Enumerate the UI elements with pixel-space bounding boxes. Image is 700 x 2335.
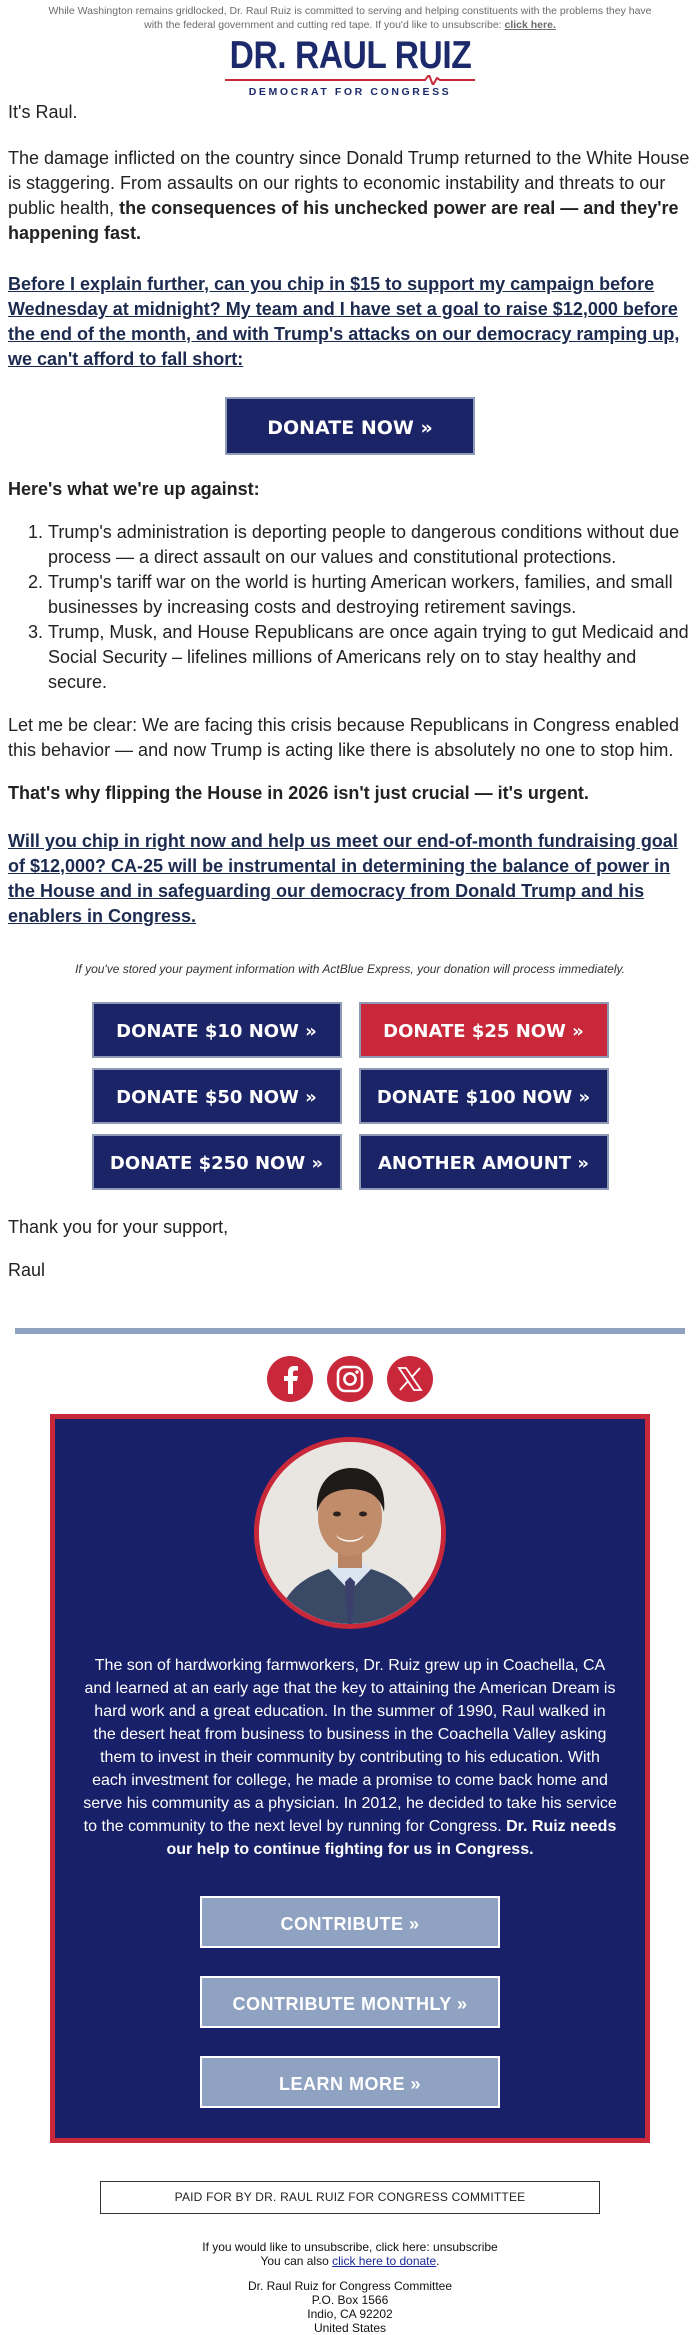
donate-10-button[interactable]: DONATE $10 NOW »	[92, 1002, 342, 1058]
intro-text: The damage inflicted on the country since Donald Trump returned to the White House is staggering. From assaults on our rights to economic instability and threats to our public health,	[8, 148, 690, 218]
another-amount-button[interactable]: ANOTHER AMOUNT »	[359, 1134, 609, 1190]
donate-line-prefix: You can also	[260, 2254, 333, 2268]
bio-text: The son of hardworking farmworkers, Dr. Ruiz grew up in Coachella, CA and learned at an early age that the key to attaining the American Dream is hard work and a great education. In the summer of 1990, Raul walked in the desert heat from business to business in the Coachella Valley asking them to invest in their community by contributing to his education. With each investment for college, he made a promise to come back home and serve his community as a physician. In 2012, he decided to take his service to the community to the next level by running for Congress.	[83, 1657, 617, 1835]
crisis-paragraph: Let me be clear: We are facing this crisis because Republicans in Congress enabled this behavior — and now Trump is acting like there is absolutely no one to stop him.	[8, 715, 680, 760]
divider	[15, 1328, 685, 1334]
greeting: It's Raul.	[8, 102, 78, 122]
up-against-heading: Here's what we're up against:	[8, 479, 260, 499]
facebook-icon[interactable]	[267, 1356, 313, 1402]
actblue-note: If you've stored your payment information with ActBlue Express, your donation will process immediately.	[75, 962, 625, 976]
address-line: Indio, CA 92202	[307, 2307, 393, 2321]
bio-paragraph	[83, 1654, 617, 1861]
donate-250-button[interactable]: DONATE $250 NOW »	[92, 1134, 342, 1190]
donate-25-button[interactable]: DONATE $25 NOW »	[359, 1002, 609, 1058]
contribute-monthly-button[interactable]: CONTRIBUTE MONTHLY »	[200, 1976, 500, 2028]
donate-line-suffix: .	[436, 2254, 440, 2268]
donate-now-button[interactable]: DONATE NOW »	[225, 397, 475, 455]
donate-50-button[interactable]: DONATE $50 NOW »	[92, 1068, 342, 1124]
preheader-unsubscribe-link[interactable]: click here.	[504, 19, 556, 31]
intro-paragraph	[8, 146, 692, 246]
flip-house-paragraph: That's why flipping the House in 2026 isn't just crucial — it's urgent.	[8, 783, 589, 803]
preheader-text: While Washington remains gridlocked, Dr. Raul Ruiz is committed to serving and helping constituents with the problems they have with the federal government and cutting red tape. If you'd like to unsubscribe:	[48, 5, 652, 31]
mailing-address	[0, 2279, 700, 2335]
contribute-button[interactable]: CONTRIBUTE »	[200, 1896, 500, 1948]
candidate-photo	[254, 1437, 446, 1629]
logo-tagline: DEMOCRAT FOR CONGRESS	[248, 86, 452, 98]
footer	[0, 2240, 700, 2268]
unsubscribe-text[interactable]: If you would like to unsubscribe, click here: unsubscribe	[202, 2240, 498, 2254]
thanks-text: Thank you for your support,	[8, 1217, 229, 1237]
email-body	[0, 100, 700, 1283]
list-item: 1. Trump's administration is deporting people to dangerous conditions without due process — a direct assault on our values and constitutional protections.	[48, 520, 692, 570]
campaign-logo	[0, 34, 700, 100]
fundraising-goal-link[interactable]: Will you chip in right now and help us meet our end-of-month fundraising goal of $12,000? CA-25 will be instrumental in determining the balance of power in the House and in safeguarding our democracy from Donald Trump and his enablers in Congress.	[8, 831, 678, 926]
donation-ask-link[interactable]: Before I explain further, can you chip in $15 to support my campaign before Wednesday at midnight? My team and I have set a goal to raise $12,000 before the end of the month, and with Trump's attacks on our democracy ramping up, we can't afford to fall short:	[8, 274, 680, 369]
address-line: P.O. Box 1566	[311, 2293, 389, 2307]
donate-line	[0, 2254, 700, 2268]
social-links	[0, 1356, 700, 1402]
list-item: 3. Trump, Musk, and House Republicans are once again trying to gut Medicaid and Social Security – lifelines millions of Americans rely on to stay healthy and secure.	[48, 620, 692, 695]
signature: Raul	[8, 1260, 46, 1280]
bio-bold-text: Dr. Ruiz needs our help to continue fighting for us in Congress.	[166, 1818, 617, 1858]
intro-bold-text: the consequences of his unchecked power are real — and they're happening fast.	[8, 198, 679, 243]
learn-more-button[interactable]: LEARN MORE »	[200, 2056, 500, 2108]
donate-100-button[interactable]: DONATE $100 NOW »	[359, 1068, 609, 1124]
instagram-icon[interactable]	[327, 1356, 373, 1402]
x-icon[interactable]	[387, 1356, 433, 1402]
threats-list	[8, 520, 692, 695]
footer-donate-link[interactable]: click here to donate	[332, 2254, 437, 2268]
donation-button-grid	[8, 1002, 692, 1190]
address-line: United States	[313, 2321, 387, 2335]
logo-name: DR. RAUL RUIZ	[229, 34, 471, 77]
bio-card	[50, 1414, 650, 2143]
paid-for-disclaimer: PAID FOR BY DR. RAUL RUIZ FOR CONGRESS COMMITTEE	[100, 2181, 600, 2214]
preheader	[0, 0, 700, 32]
address-line: Dr. Raul Ruiz for Congress Committee	[247, 2279, 453, 2293]
list-item: 2. Trump's tariff war on the world is hurting American workers, families, and small businesses by increasing costs and destroying retirement savings.	[48, 570, 692, 620]
